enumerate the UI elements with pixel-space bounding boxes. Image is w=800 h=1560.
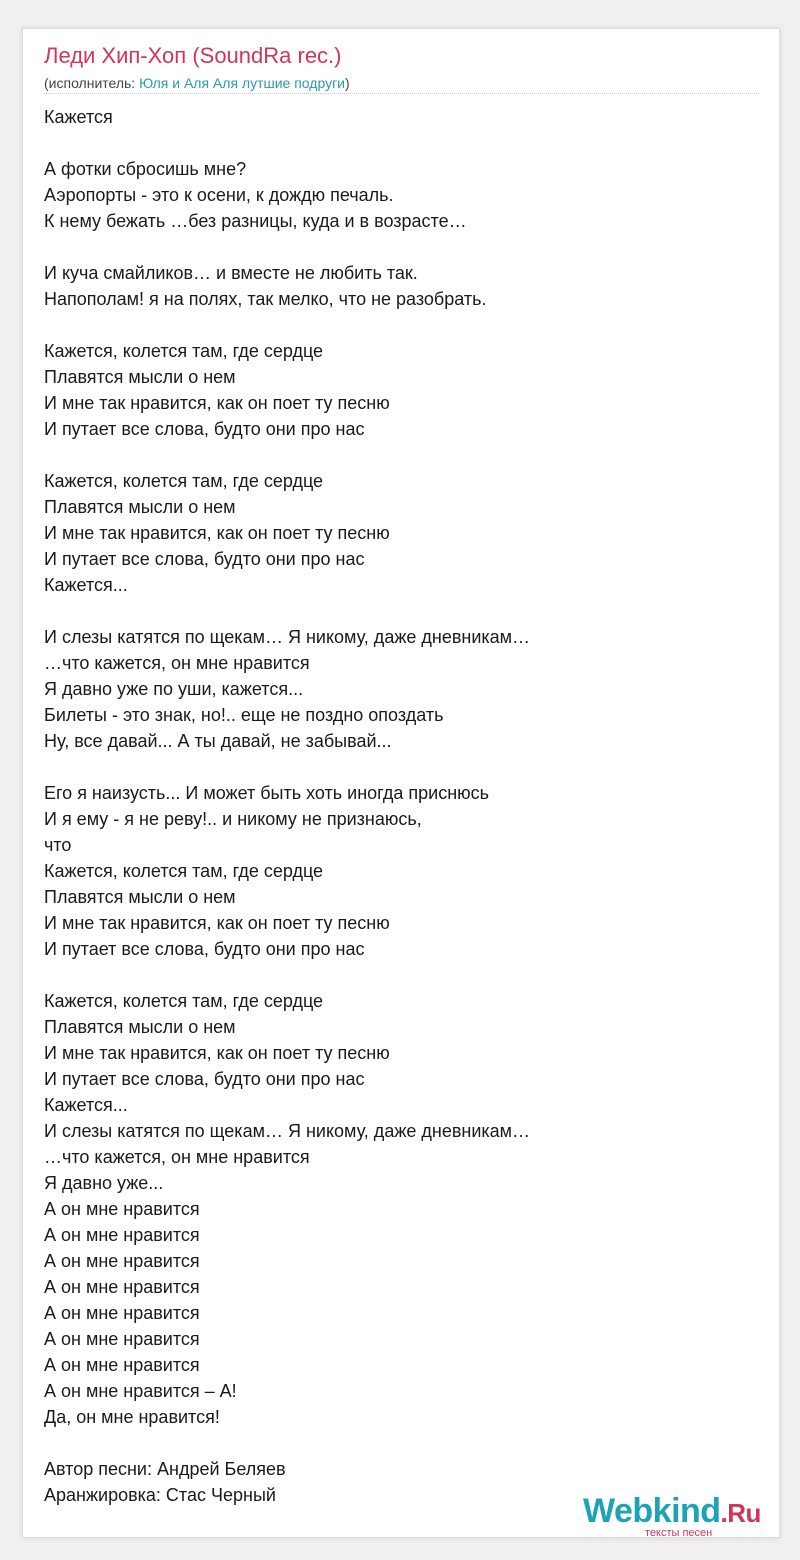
credit-author: Автор песни: Андрей Беляев <box>44 1459 286 1479</box>
lyric-line: Напополам! я на полях, так мелко, что не разобрать. <box>44 289 487 309</box>
lyric-line <box>44 754 744 780</box>
lyric-line: И мне так нравится, как он поет ту песню <box>44 523 390 543</box>
lyrics-card <box>22 28 780 1538</box>
performer-prefix: (исполнитель: <box>44 75 140 91</box>
lyric-line: К нему бежать …без разницы, куда и в возрасте… <box>44 211 467 231</box>
performer-line <box>44 74 350 92</box>
lyric-line: И путает все слова, будто они про нас <box>44 939 365 959</box>
logo-tld: .Ru <box>720 1498 761 1528</box>
lyric-line: А он мне нравится <box>44 1355 200 1375</box>
title-divider <box>44 93 759 94</box>
lyric-line: А фотки сбросишь мне? <box>44 159 247 179</box>
lyric-line: А он мне нравится <box>44 1303 200 1323</box>
lyric-line: И слезы катятся по щекам… Я никому, даже дневникам… <box>44 627 531 647</box>
lyric-line: И мне так нравится, как он поет ту песню <box>44 1043 390 1063</box>
lyric-line: А он мне нравится <box>44 1225 200 1245</box>
lyric-line: И путает все слова, будто они про нас <box>44 1069 365 1089</box>
lyrics-text <box>44 104 744 1430</box>
lyric-line: Ну, все давай... А ты давай, не забывай... <box>44 731 392 751</box>
lyric-line: Кажется, колется там, где сердце <box>44 341 324 361</box>
lyric-line: А он мне нравится <box>44 1199 200 1219</box>
logo-tagline: тексты песен <box>645 1527 713 1539</box>
lyric-line: Аэропорты - это к осени, к дождю печаль. <box>44 185 394 205</box>
song-title: Леди Хип-Хоп (SoundRa rec.) <box>44 43 342 68</box>
song-credits <box>44 1456 286 1508</box>
lyric-line: Кажется, колется там, где сердце <box>44 861 324 881</box>
lyric-line <box>44 130 744 156</box>
credit-arrangement: Аранжировка: Стас Черный <box>44 1485 276 1505</box>
lyric-line <box>44 234 744 260</box>
logo-name: Webkind <box>583 1492 721 1530</box>
lyric-line: …что кажется, он мне нравится <box>44 1147 310 1167</box>
lyric-line: Кажется, колется там, где сердце <box>44 991 324 1011</box>
lyric-line: что <box>44 835 72 855</box>
lyric-line: Плавятся мысли о нем <box>44 367 236 387</box>
site-logo[interactable] <box>583 1492 778 1540</box>
lyric-line: И мне так нравится, как он поет ту песню <box>44 913 390 933</box>
lyric-line: Кажется, колется там, где сердце <box>44 471 324 491</box>
lyric-line: Кажется... <box>44 575 128 595</box>
lyric-line: И я ему - я не реву!.. и никому не признаюсь, <box>44 809 422 829</box>
lyric-line: А он мне нравится <box>44 1329 200 1349</box>
performer-suffix: ) <box>345 75 350 91</box>
lyric-line <box>44 598 744 624</box>
lyric-line: Плавятся мысли о нем <box>44 1017 236 1037</box>
lyric-line: Билеты - это знак, но!.. еще не поздно опоздать <box>44 705 444 725</box>
lyric-line: Плавятся мысли о нем <box>44 887 236 907</box>
lyric-line: Кажется <box>44 107 113 127</box>
lyric-line <box>44 962 744 988</box>
lyric-line <box>44 312 744 338</box>
lyric-line: И слезы катятся по щекам… Я никому, даже дневникам… <box>44 1121 531 1141</box>
lyric-line: И путает все слова, будто они про нас <box>44 549 365 569</box>
lyric-line: Плавятся мысли о нем <box>44 497 236 517</box>
lyric-line: Кажется... <box>44 1095 128 1115</box>
lyric-line: Я давно уже по уши, кажется... <box>44 679 304 699</box>
lyric-line: Его я наизусть... И может быть хоть иногда приснюсь <box>44 783 490 803</box>
lyric-line <box>44 442 744 468</box>
lyric-line: А он мне нравится <box>44 1277 200 1297</box>
lyric-line: И мне так нравится, как он поет ту песню <box>44 393 390 413</box>
lyric-line: …что кажется, он мне нравится <box>44 653 310 673</box>
lyric-line: И путает все слова, будто они про нас <box>44 419 365 439</box>
lyric-line: Да, он мне нравится! <box>44 1407 220 1427</box>
lyric-line: А он мне нравится – А! <box>44 1381 237 1401</box>
lyric-line: Я давно уже... <box>44 1173 164 1193</box>
logo-wordmark <box>583 1492 761 1532</box>
lyric-line: А он мне нравится <box>44 1251 200 1271</box>
lyric-line: И куча смайликов… и вместе не любить так. <box>44 263 418 283</box>
performer-link[interactable]: Юля и Аля Аля лутшие подруги <box>139 75 346 91</box>
